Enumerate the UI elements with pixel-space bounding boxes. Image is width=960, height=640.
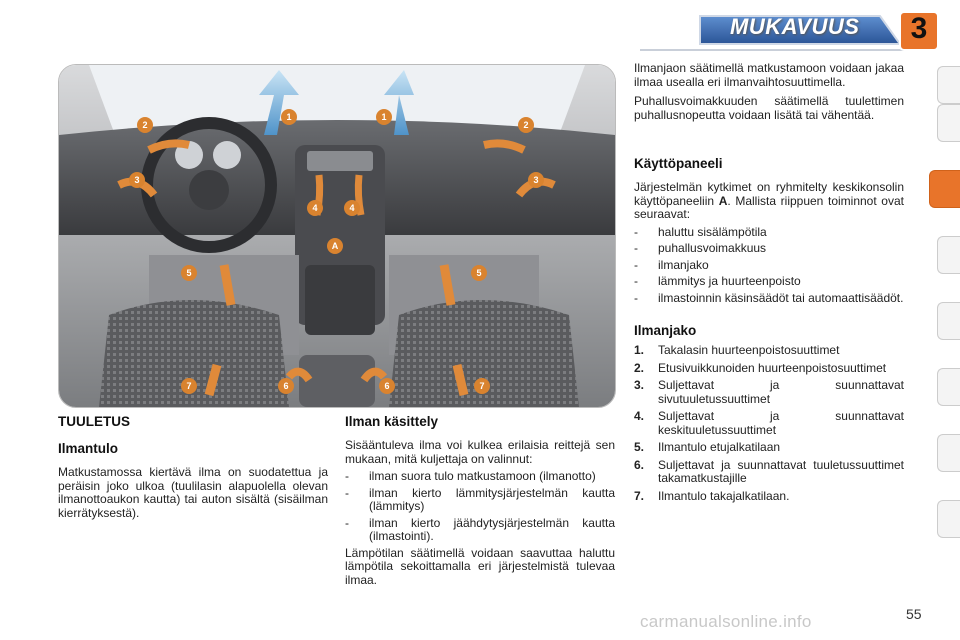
svg-text:3: 3	[533, 175, 539, 185]
air-distribution-list	[634, 344, 904, 503]
watermark: carmanualsonline.info	[640, 612, 812, 631]
section-title: TUULETUS	[58, 414, 130, 429]
list-item: 1. Takalasin huurteenpoistosuuttimet	[634, 343, 840, 357]
ventilation-section	[58, 414, 328, 520]
chapter-tab-active[interactable]	[929, 170, 960, 208]
svg-text:4: 4	[349, 203, 355, 213]
callout-1-right	[376, 109, 392, 125]
list-item: - ilmanjako	[634, 259, 904, 273]
distribution-control-text: Ilmanjaon säätimellä matkustamoon voidaan jakaa ilmaa usealla eri ilmanvaihtosuuttimella.	[634, 61, 904, 89]
air-treatment-list	[345, 470, 615, 544]
list-item: - lämmitys ja huurteenpoisto	[634, 275, 904, 289]
callout-5-right	[471, 265, 487, 281]
callout-6-left	[278, 378, 294, 394]
callout-3-left	[129, 172, 145, 188]
chapter-tab[interactable]	[937, 368, 960, 406]
svg-text:1: 1	[381, 112, 387, 122]
chapter-tab[interactable]	[937, 302, 960, 340]
list-item: 3. Suljettavat ja suunnattavat sivutuuletussuuttimet	[634, 378, 904, 406]
air-treatment-outro: Lämpötilan säätimellä voidaan saavuttaa haluttu lämpötila sekoittamalla eri järjestelmistä tulevaa ilmaa.	[345, 545, 615, 587]
svg-text:5: 5	[186, 268, 192, 278]
chapter-tab[interactable]	[937, 500, 960, 538]
chapter-tabs	[930, 66, 960, 572]
svg-text:3: 3	[134, 175, 140, 185]
chapter-tab[interactable]	[937, 104, 960, 142]
fan-control-text: Puhallusvoimakkuuden säätimellä tuulettimen puhallusnopeutta voidaan lisätä tai vähentää.	[634, 94, 904, 122]
svg-text:2: 2	[142, 120, 148, 130]
svg-text:5: 5	[476, 268, 482, 278]
list-item: - ilman suora tulo matkustamoon (ilmanotto)	[345, 470, 615, 484]
list-item: - puhallusvoimakkuus	[634, 242, 904, 256]
chapter-tab[interactable]	[937, 66, 960, 104]
chapter-tab[interactable]	[937, 434, 960, 472]
callout-5-left	[181, 265, 197, 281]
control-panel-intro: Järjestelmän kytkimet on ryhmitelty keskikonsolin käyttöpaneeliin A. Mallista riippuen toiminnot ovat seuraavat:	[634, 180, 904, 221]
chapter-tab[interactable]	[937, 236, 960, 274]
callout-1-left	[281, 109, 297, 125]
air-treatment-heading: Ilman käsittely	[345, 414, 439, 429]
callout-4-right	[344, 200, 360, 216]
car-interior-drawing	[59, 65, 615, 407]
svg-text:7: 7	[186, 381, 192, 391]
svg-text:6: 6	[384, 381, 390, 391]
svg-text:7: 7	[479, 381, 485, 391]
callout-6-right	[379, 378, 395, 394]
list-item: - ilman kierto jäähdytysjärjestelmän kautta (ilmastointi).	[345, 517, 615, 544]
list-item: 7. Ilmantulo takajalkatilaan.	[634, 488, 790, 503]
ventilation-illustration	[58, 64, 616, 408]
svg-text:4: 4	[312, 203, 318, 213]
callout-2-right	[518, 117, 534, 133]
right-column	[634, 62, 904, 507]
callout-4-left	[307, 200, 323, 216]
list-item: 5. Ilmantulo etujalkatilaan	[634, 440, 781, 454]
svg-text:6: 6	[283, 381, 289, 391]
air-distribution-heading: Ilmanjako	[634, 323, 697, 338]
air-treatment-intro: Sisääntuleva ilma voi kulkea erilaisia reittejä sen mukaan, mitä kuljettaja on valinnut:	[345, 438, 615, 466]
list-item: 6. Suljettavat ja suunnattavat tuuletussuuttimet takamatkustajille	[634, 457, 904, 485]
callout-3-right	[528, 172, 544, 188]
svg-text:A: A	[331, 241, 339, 251]
callout-2-left	[137, 117, 153, 133]
list-item: 2. Etusivuikkunoiden huurteenpoistosuuttimet	[634, 360, 887, 375]
list-item: 4. Suljettavat ja suunnattavat keskituuletussuuttimet	[634, 409, 904, 437]
callout-7-left	[181, 378, 197, 394]
list-item: - haluttu sisälämpötila	[634, 226, 904, 240]
list-item: - ilmastoinnin käsinsäädöt tai automaattisäädöt.	[634, 292, 904, 306]
air-intake-text: Matkustamossa kiertävä ilma on suodatettua ja peräisin joko ulkoa (tuulilasin alapuolella olevan ilmanottoaukon kautta) tai auton sisältä (sisäilman kierrätyksestä).	[58, 465, 328, 520]
page-number: 55	[906, 606, 922, 622]
callout-7-right	[474, 378, 490, 394]
control-panel-list	[634, 226, 904, 306]
svg-text:1: 1	[286, 112, 292, 122]
callout-a	[327, 238, 343, 254]
chapter-number: 3	[910, 12, 928, 45]
list-item: - ilman kierto lämmitysjärjestelmän kautta (lämmitys)	[345, 487, 615, 514]
svg-text:2: 2	[523, 120, 529, 130]
control-panel-heading: Käyttöpaneeli	[634, 156, 723, 171]
air-treatment-section	[345, 414, 615, 587]
air-intake-heading: Ilmantulo	[58, 441, 118, 456]
chapter-title: MUKAVUUS	[730, 14, 860, 39]
